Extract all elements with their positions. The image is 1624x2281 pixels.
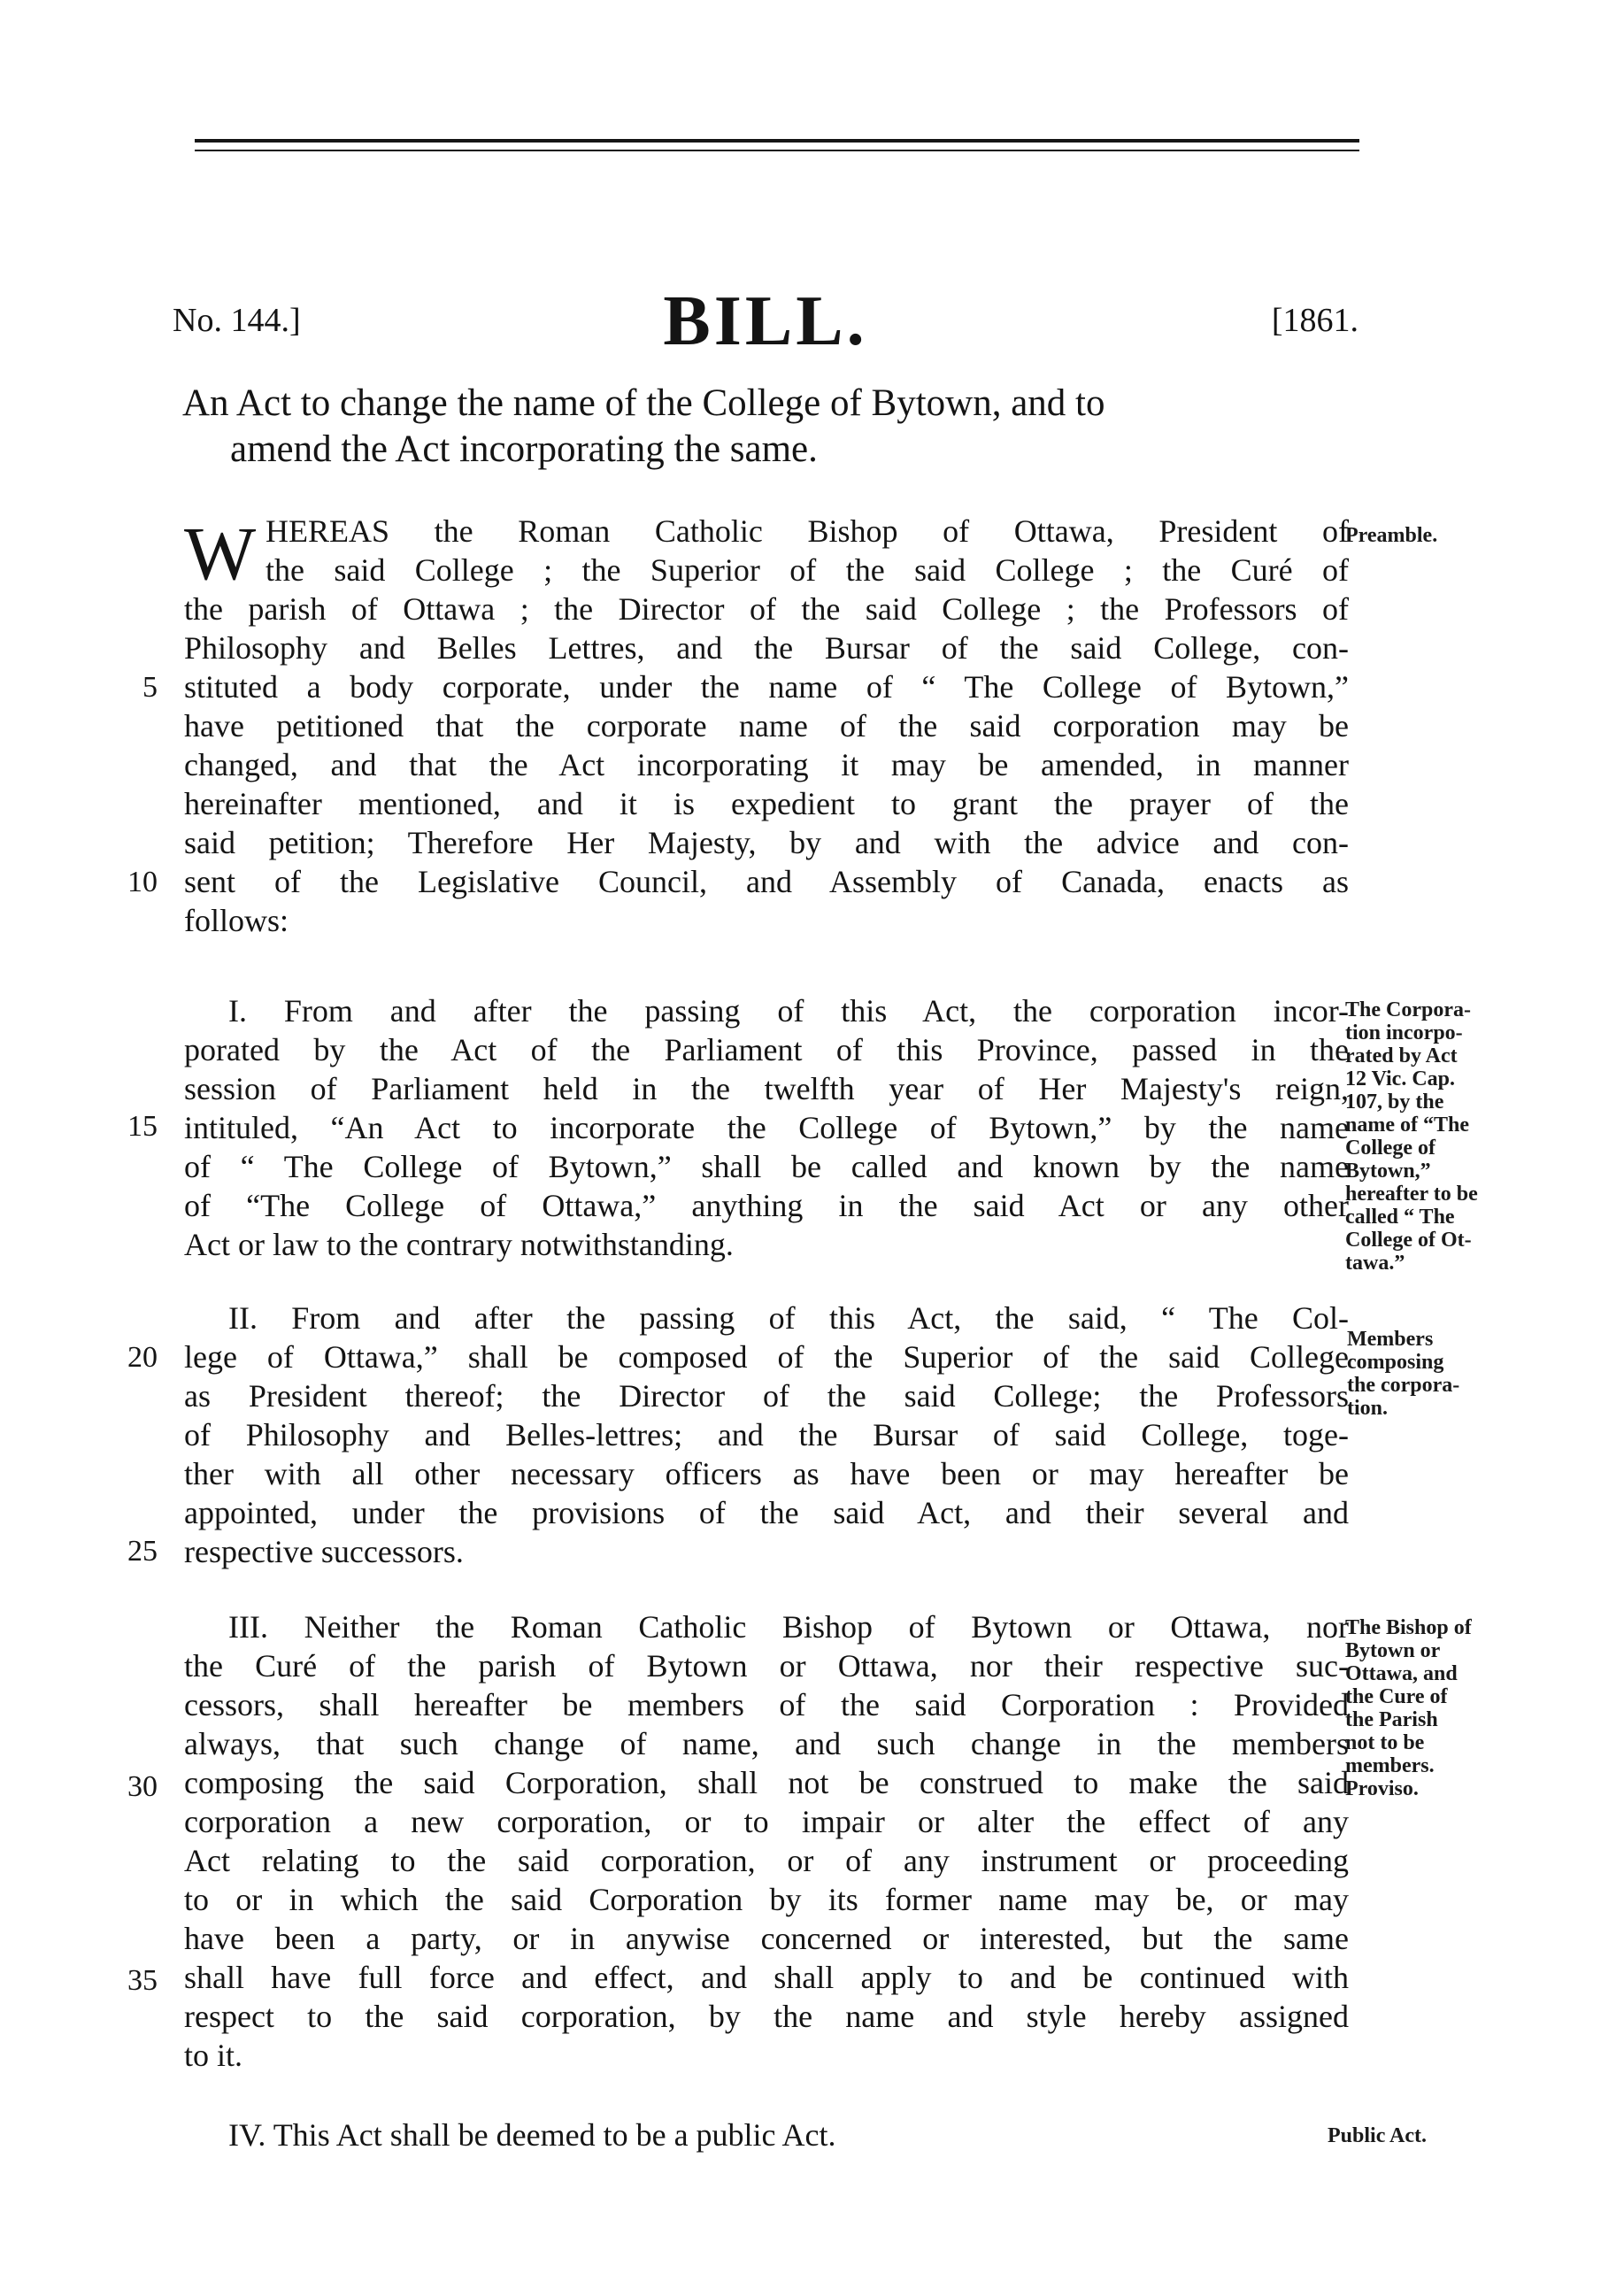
line-number: 25 — [127, 1535, 158, 1568]
section-line: lege of Ottawa,” shall be composed of the Superior of the said College — [184, 1339, 1349, 1375]
margin-note-preamble: Preamble. — [1345, 524, 1438, 547]
preamble-line: said petition; Therefore Her Majesty, by and with the advice and con- — [184, 825, 1349, 860]
section-line: of “The College of Ottawa,” anything in the said Act or any other — [184, 1188, 1349, 1223]
section-line: respect to the said corporation, by the name and style hereby assigned — [184, 1999, 1349, 2034]
act-title — [182, 381, 1342, 473]
line-number: 20 — [127, 1341, 158, 1374]
title-line: An Act to change the name of the College of Bytown, and to — [182, 382, 1105, 424]
line-number: 30 — [127, 1770, 158, 1803]
line-number: 15 — [127, 1110, 158, 1143]
preamble-line: follows: — [184, 903, 289, 938]
section-line: I. From and after the passing of this Act, the corporation incor- — [228, 993, 1349, 1029]
bill-header — [173, 281, 1358, 360]
preamble — [184, 512, 1349, 940]
section-line: corporation a new corporation, or to impair or alter the effect of any — [184, 1804, 1349, 1839]
top-rule — [195, 139, 1359, 143]
preamble-line: stituted a body corporate, under the name of “ The College of Bytown,” — [184, 669, 1349, 705]
section-line: intituled, “An Act to incorporate the College of Bytown,” by the name — [184, 1110, 1349, 1145]
preamble-line: the said College ; the Superior of the said College ; the Curé of — [266, 552, 1349, 588]
section-4 — [184, 2115, 1349, 2154]
bill-year: [1861. — [1271, 302, 1358, 339]
preamble-line: sent of the Legislative Council, and Assembly of Canada, enacts as — [184, 864, 1349, 899]
bill-number: No. 144.] — [173, 302, 301, 339]
preamble-line: have petitioned that the corporate name of the said corporation may be — [184, 708, 1349, 744]
margin-note-corporation: The Corpora- tion incorpo- rated by Act 12 Vic. Cap. 107, by the name of “The College of Bytown,” hereafter to be called “ The College of Ot- tawa.” — [1345, 998, 1478, 1275]
section-1 — [184, 991, 1349, 1264]
section-line: of Philosophy and Belles-lettres; and the Bursar of said College, toge- — [184, 1417, 1349, 1453]
top-rule-thin — [195, 150, 1359, 151]
section-line: composing the said Corporation, shall not be construed to make the said — [184, 1765, 1349, 1800]
section-line: to or in which the said Corporation by its former name may be, or may — [184, 1882, 1349, 1917]
section-line: Act or law to the contrary notwithstanding. — [184, 1227, 734, 1262]
section-line: shall have full force and effect, and shall apply to and be continued with — [184, 1960, 1349, 1995]
margin-note-members: Members composing the corpora- tion. — [1347, 1328, 1460, 1420]
line-number: 10 — [127, 866, 158, 898]
bill-heading: BILL. — [663, 282, 868, 360]
margin-note-proviso: Proviso. — [1345, 1777, 1419, 1800]
line-number: 5 — [142, 671, 158, 704]
section-line: as President thereof; the Director of the said College; the Professors — [184, 1378, 1349, 1414]
drop-cap: W — [184, 511, 257, 596]
section-line: have been a party, or in anywise concerned or interested, but the same — [184, 1921, 1349, 1956]
section-line: to it. — [184, 2038, 243, 2073]
preamble-line: hereinafter mentioned, and it is expedient to grant the prayer of the — [184, 786, 1349, 821]
section-line: IV. This Act shall be deemed to be a public Act. — [228, 2117, 836, 2153]
section-line: appointed, under the provisions of the said Act, and their several and — [184, 1495, 1349, 1530]
section-3 — [184, 1607, 1349, 2075]
section-line: of “ The College of Bytown,” shall be called and known by the name — [184, 1149, 1349, 1184]
section-line: cessors, shall hereafter be members of the said Corporation : Provided — [184, 1687, 1349, 1722]
section-line: always, that such change of name, and such change in the members — [184, 1726, 1349, 1761]
section-2 — [184, 1298, 1349, 1571]
section-line: porated by the Act of the Parliament of this Province, passed in the — [184, 1032, 1349, 1067]
section-line: the Curé of the parish of Bytown or Ottawa, nor their respective suc- — [184, 1648, 1349, 1684]
section-line: respective successors. — [184, 1534, 464, 1569]
preamble-line: Philosophy and Belles Lettres, and the Bursar of the said College, con- — [184, 630, 1349, 666]
section-line: ther with all other necessary officers as have been or may hereafter be — [184, 1456, 1349, 1491]
preamble-line: changed, and that the Act incorporating it may be amended, in manner — [184, 747, 1349, 782]
title-line: amend the Act incorporating the same. — [230, 428, 818, 470]
section-line: session of Parliament held in the twelfth year of Her Majesty's reign, — [184, 1071, 1349, 1106]
section-line: Act relating to the said corporation, or of any instrument or proceeding — [184, 1843, 1349, 1878]
preamble-line: W HEREAS the Roman Catholic Bishop of Ottawa, President of — [184, 511, 1349, 596]
section-line: III. Neither the Roman Catholic Bishop of Bytown or Ottawa, nor — [228, 1609, 1349, 1645]
section-line: II. From and after the passing of this Act, the said, “ The Col- — [228, 1300, 1349, 1336]
margin-note-public-act: Public Act. — [1328, 2124, 1427, 2147]
margin-note-bishop: The Bishop of Bytown or Ottawa, and the Cure of the Parish not to be members. Proviso. — [1345, 1616, 1542, 1800]
line-number: 35 — [127, 1964, 158, 1997]
preamble-line: the parish of Ottawa ; the Director of the said College ; the Professors of — [184, 591, 1349, 627]
